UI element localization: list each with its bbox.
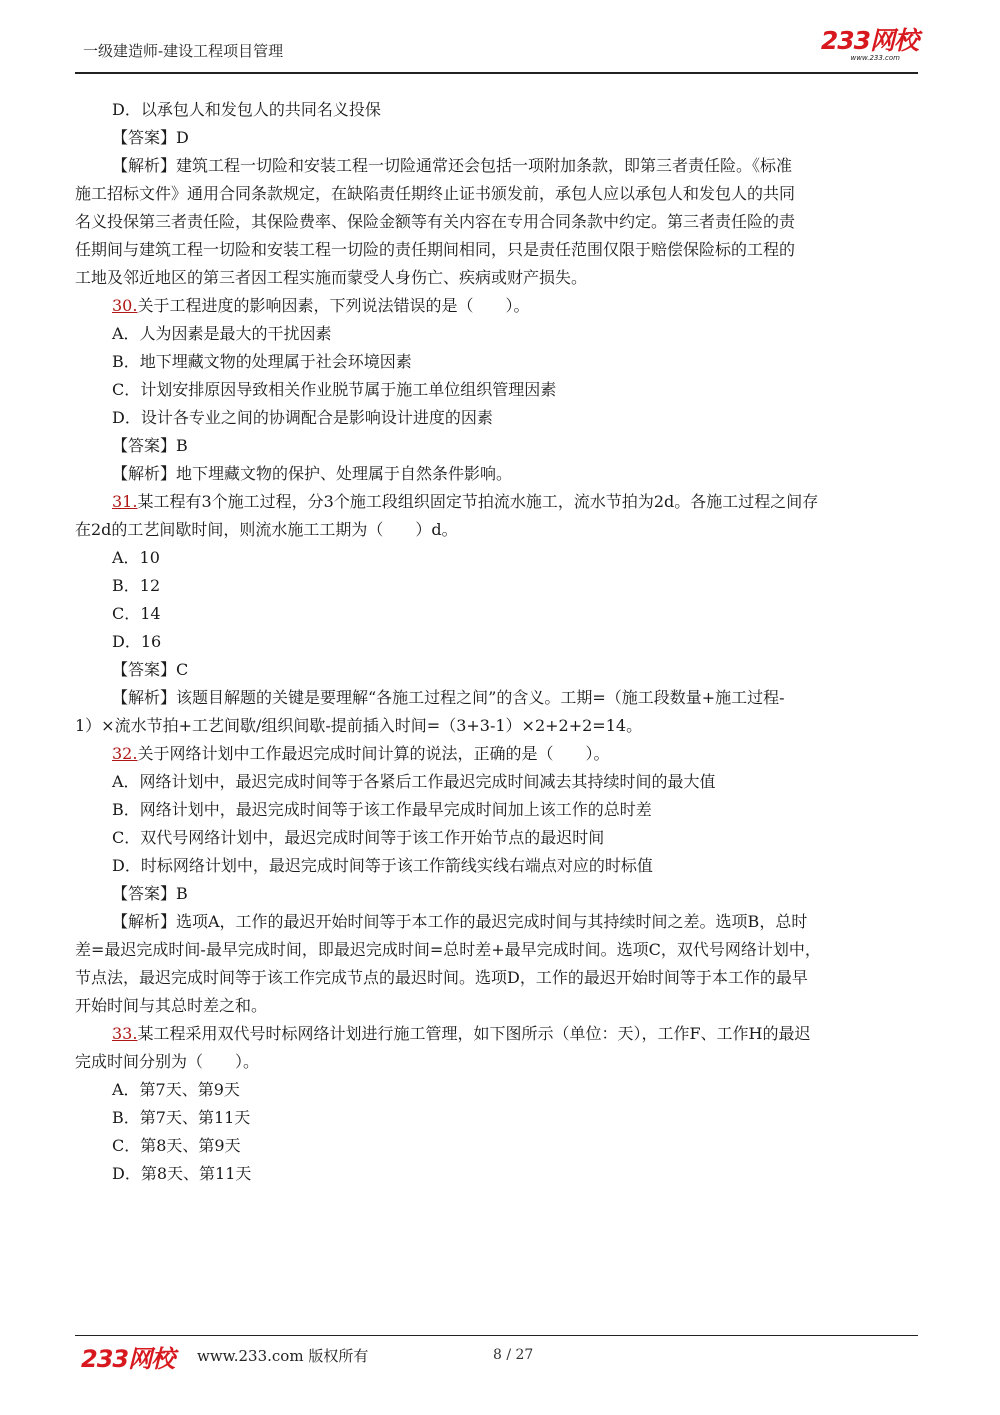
- text-line: [75, 96, 920, 124]
- text-line: [75, 432, 920, 460]
- question-number: 30.: [112, 296, 138, 315]
- text-line: [75, 768, 920, 796]
- line-text: 1）×流水节拍+工艺间歇/组织间歇-提前插入时间=（3+3-1）×2+2+2=14。: [75, 716, 643, 735]
- line-text: A．第7天、第9天: [112, 1080, 240, 1099]
- text-line: [75, 460, 920, 488]
- line-text: 【答案】C: [112, 660, 189, 679]
- text-line: [75, 1132, 920, 1160]
- line-text: 节点法，最迟完成时间等于该工作完成节点的最迟时间。选项D，工作的最迟开始时间等于本工作的最早: [75, 968, 808, 987]
- line-text: 【解析】建筑工程一切险和安装工程一切险通常还会包括一项附加条款，即第三者责任险。《标准: [112, 156, 793, 175]
- line-text: A．10: [112, 548, 160, 567]
- document-body: [75, 96, 920, 1188]
- line-text: 某工程采用双代号时标网络计划进行施工管理，如下图所示（单位：天），工作F、工作H的最迟: [137, 1024, 811, 1043]
- text-line: [75, 824, 920, 852]
- text-line: [75, 992, 920, 1020]
- question-number: 31.: [112, 492, 138, 511]
- text-line: [75, 208, 920, 236]
- line-text: D．16: [112, 632, 162, 651]
- line-text: 关于工程进度的影响因素，下列说法错误的是（ ）。: [137, 296, 530, 315]
- logo-text: 233网校: [820, 26, 918, 55]
- question-number: 32.: [112, 744, 138, 763]
- page-number: 8 / 27: [493, 1347, 534, 1363]
- line-text: C．14: [112, 604, 161, 623]
- line-text: C．计划安排原因导致相关作业脱节属于施工单位组织管理因素: [112, 380, 557, 399]
- line-text: A．人为因素是最大的干扰因素: [112, 324, 332, 343]
- line-text: 任期间与建筑工程一切险和安装工程一切险的责任期间相同，只是责任范围仅限于赔偿保险标的工程的: [75, 240, 796, 259]
- line-text: B．第7天、第11天: [112, 1108, 251, 1127]
- line-text: D．设计各专业之间的协调配合是影响设计进度的因素: [112, 408, 493, 427]
- text-line: [75, 1048, 920, 1076]
- text-line: [75, 1104, 920, 1132]
- line-text: 完成时间分别为（ ）。: [75, 1052, 260, 1071]
- line-text: 【解析】该题目解题的关键是要理解“各施工过程之间”的含义。工期=（施工段数量+施工过程-: [112, 688, 785, 707]
- brand-logo[interactable]: [798, 28, 918, 62]
- text-line: [75, 712, 920, 740]
- line-text: 名义投保第三者责任险，其保险费率、保险金额等有关内容在专用合同条款中约定。第三者责任险的责: [75, 212, 796, 231]
- text-line: [75, 600, 920, 628]
- line-text: C．第8天、第9天: [112, 1136, 241, 1155]
- line-text: 关于网络计划中工作最迟完成时间计算的说法，正确的是（ ）。: [137, 744, 610, 763]
- text-line: [75, 124, 920, 152]
- line-text: C．双代号网络计划中，最迟完成时间等于该工作开始节点的最迟时间: [112, 828, 605, 847]
- text-line: [75, 628, 920, 656]
- question-stem-line: [75, 740, 920, 768]
- line-text: D．以承包人和发包人的共同名义投保: [112, 100, 381, 119]
- text-line: [75, 376, 920, 404]
- text-line: [75, 180, 920, 208]
- line-text: 【答案】B: [112, 884, 188, 903]
- text-line: [75, 320, 920, 348]
- line-text: A．网络计划中，最迟完成时间等于各紧后工作最迟完成时间减去其持续时间的最大值: [112, 772, 716, 791]
- question-stem-line: [75, 488, 920, 516]
- text-line: [75, 852, 920, 880]
- text-line: [75, 880, 920, 908]
- line-text: 【答案】B: [112, 436, 188, 455]
- logo-url: www.233.com: [850, 54, 900, 62]
- line-text: B．网络计划中，最迟完成时间等于该工作最早完成时间加上该工作的总时差: [112, 800, 652, 819]
- text-line: [75, 656, 920, 684]
- text-line: [75, 404, 920, 432]
- text-line: [75, 964, 920, 992]
- line-text: B．地下埋藏文物的处理属于社会环境因素: [112, 352, 412, 371]
- text-line: [75, 796, 920, 824]
- question-number: 33.: [112, 1024, 138, 1043]
- line-text: B．12: [112, 576, 161, 595]
- line-text: 【解析】选项A，工作的最迟开始时间等于本工作的最迟完成时间与其持续时间之差。选项B，总时: [112, 912, 808, 931]
- page-header: [75, 22, 918, 74]
- text-line: [75, 516, 920, 544]
- text-line: [75, 264, 920, 292]
- text-line: [75, 1160, 920, 1188]
- text-line: [75, 544, 920, 572]
- text-line: [75, 936, 920, 964]
- line-text: 差=最迟完成时间-最早完成时间，即最迟完成时间=总时差+最早完成时间。选项C，双代号网络计划中，: [75, 940, 821, 959]
- footer-logo: 233网校: [81, 1345, 175, 1373]
- footer-copyright: www.233.com 版权所有: [197, 1347, 369, 1365]
- question-stem-line: [75, 1020, 920, 1048]
- text-line: [75, 1076, 920, 1104]
- line-text: D．第8天、第11天: [112, 1164, 252, 1183]
- text-line: [75, 572, 920, 600]
- line-text: 工地及邻近地区的第三者因工程实施而蒙受人身伤亡、疾病或财产损失。: [75, 268, 588, 287]
- text-line: [75, 236, 920, 264]
- document-title: 一级建造师-建设工程项目管理: [83, 42, 284, 60]
- text-line: [75, 152, 920, 180]
- line-text: 【答案】D: [112, 128, 189, 147]
- text-line: [75, 348, 920, 376]
- line-text: 【解析】地下埋藏文物的保护、处理属于自然条件影响。: [112, 464, 513, 483]
- page-footer: [75, 1335, 918, 1376]
- text-line: [75, 908, 920, 936]
- line-text: D．时标网络计划中，最迟完成时间等于该工作箭线实线右端点对应的时标值: [112, 856, 653, 875]
- text-line: [75, 684, 920, 712]
- line-text: 在2d的工艺间歇时间，则流水施工工期为（ ）d。: [75, 520, 458, 539]
- line-text: 开始时间与其总时差之和。: [75, 996, 268, 1015]
- question-stem-line: [75, 292, 920, 320]
- line-text: 某工程有3个施工过程，分3个施工段组织固定节拍流水施工，流水节拍为2d。各施工过程之间存: [137, 492, 819, 511]
- line-text: 施工招标文件》通用合同条款规定，在缺陷责任期终止证书颁发前，承包人应以承包人和发包人的共同: [75, 184, 796, 203]
